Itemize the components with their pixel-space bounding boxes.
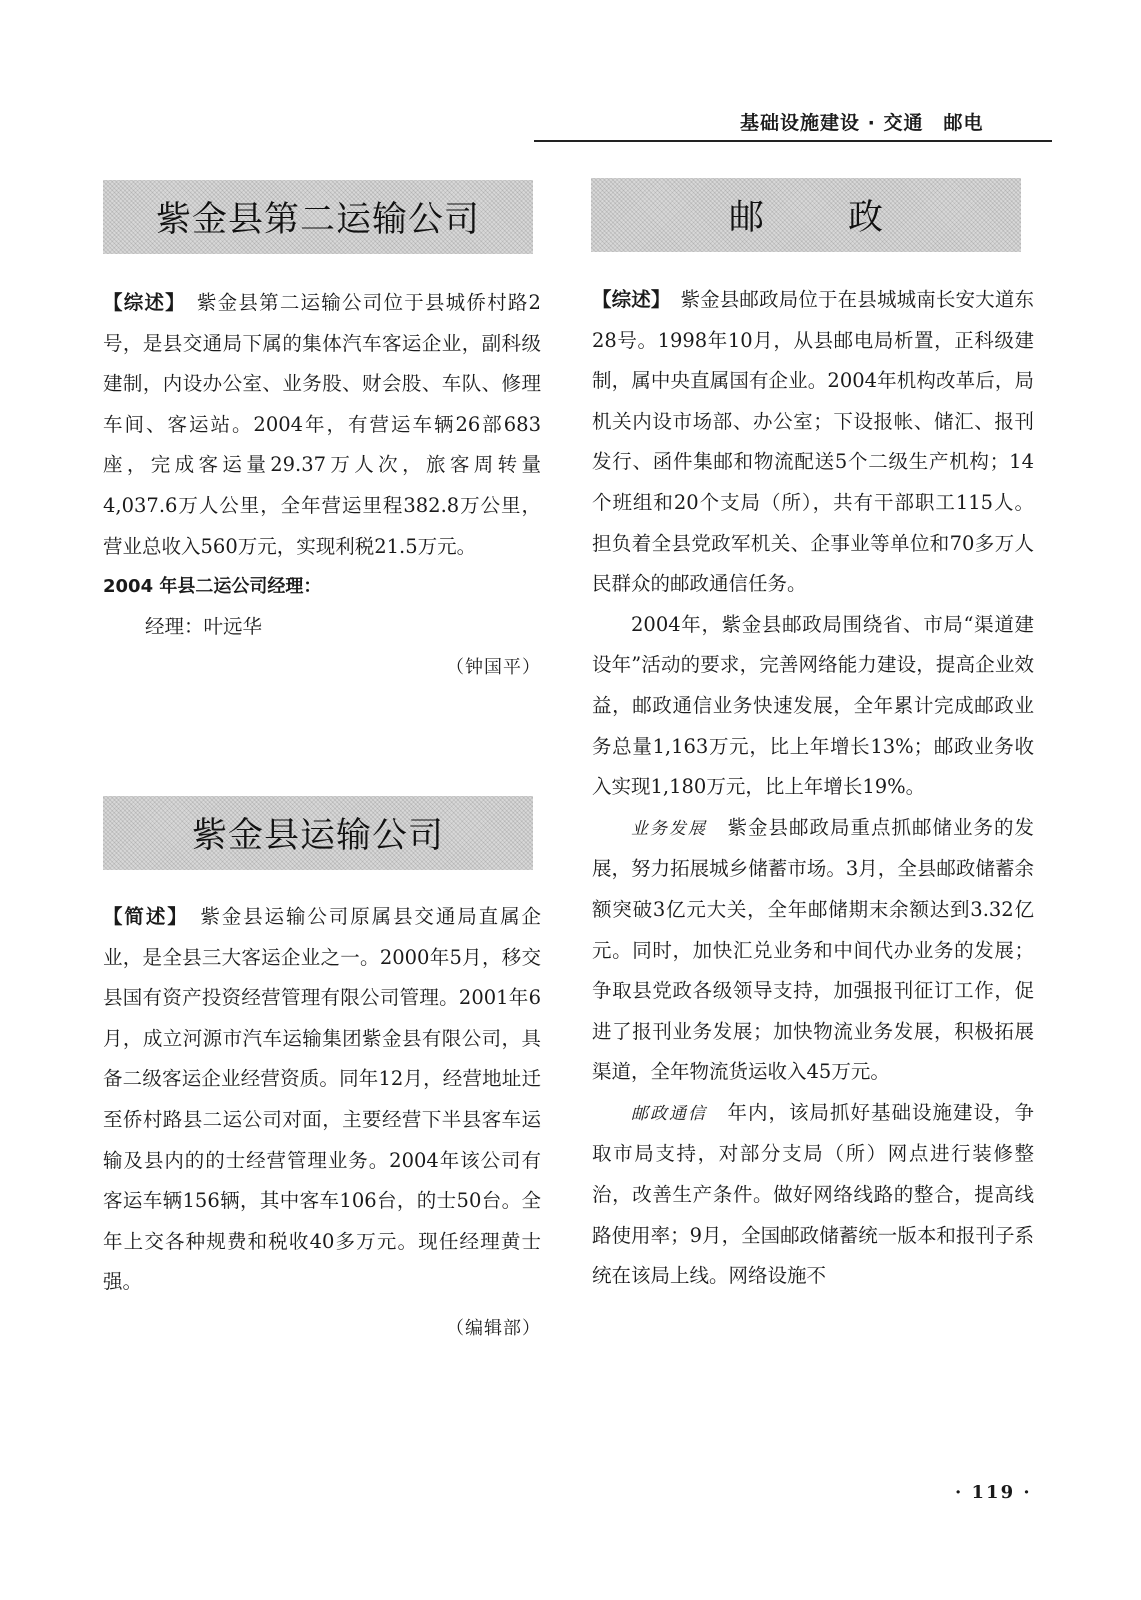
section-banner-transport (103, 796, 533, 870)
article-postal (592, 280, 1034, 1297)
overview-text: 紫金县第二运输公司位于县城侨村路2号，是县交通局下属的集体汽车客运企业，副科级建制，内设办公室、业务股、财会股、车队、修理车间、客运站。2004年，有营运车辆26部683座，完成客运量29.37万人次，旅客周转量4,037.6万人公里，全年营运里程382.8万公里，营业总收入560万元，实现利税21.5万元。 (103, 291, 541, 558)
section-banner-second-transport (103, 180, 533, 254)
staff-line: 经理：叶远华 (145, 615, 263, 639)
section-title: 紫金县第二运输公司 (155, 200, 480, 240)
overview-tag: 【综述】 (592, 288, 661, 311)
communication-subheading: 邮政通信 (631, 1103, 707, 1124)
staff-heading: 2004 年县二运公司经理： (103, 576, 322, 598)
brief-text: 紫金县运输公司原属县交通局直属企业，是全县三大客运企业之一。2000年5月，移交县国有资产投资经营管理有限公司管理。2001年6月，成立河源市汽车运输集团紫金县有限公司，具备二级客运企业经营资质。同年12月，经营地址迁至侨村路县二运公司对面，主要经营下半县客车运输及县内的的士经营管理业务。2004年该公司有客运车辆156辆，其中客车106台，的士50台。全年上交各种规费和税收40多万元。现任经理黄士强。 (103, 905, 541, 1294)
header-rule (534, 140, 1052, 142)
overview-paragraph (592, 280, 1034, 605)
running-header: 基础设施建设 · 交通 邮电 (740, 112, 984, 134)
overview-paragraph (103, 283, 541, 567)
brief-tag: 【简述】 (103, 905, 179, 928)
business-paragraph (592, 808, 1034, 1093)
overview-tag: 【综述】 (103, 291, 177, 314)
brief-paragraph (103, 897, 541, 1303)
byline: （钟国平） (446, 656, 541, 678)
page-number: · 119 · (955, 1482, 1032, 1503)
performance-paragraph: 2004年，紫金县邮政局围绕省、市局“渠道建设年”活动的要求，完善网络能力建设，提高企业效益，邮政通信业务快速发展，全年累计完成邮政业务总量1,163万元，比上年增长13%；邮政业务收入实现1,180万元，比上年增长19%。 (592, 612, 1034, 799)
business-text: 紫金县邮政局重点抓邮储业务的发展，努力拓展城乡储蓄市场。3月，全县邮政储蓄余额突破3亿元大关，全年邮储期末余额达到3.32亿元。同时，加快汇兑业务和中间代办业务的发展；争取县党政各级领导支持，加强报刊征订工作，促进了报刊业务发展；加快物流业务发展，积极拓展渠道，全年物流货运收入45万元。 (592, 815, 1034, 1084)
communication-text: 年内，该局抓好基础设施建设，争取市局支持，对部分支局（所）网点进行装修整治，改善生产条件。做好网络线路的整合，提高线路使用率；9月，全国邮政储蓄统一版本和报刊子系统在该局上线。网络设施不 (592, 1100, 1034, 1288)
overview-text: 紫金县邮政局位于在县城城南长安大道东28号。1998年10月，从县邮电局析置，正科级建制，属中央直属国有企业。2004年机构改革后，局机关内设市场部、办公室；下设报帐、储汇、报刊发行、函件集邮和物流配送5个二级生产机构；14个班组和20个支局（所），共有干部职工115人。担负着全县党政军机关、企事业等单位和70多万人民群众的邮政通信任务。 (592, 288, 1034, 596)
business-subheading: 业务发展 (631, 818, 707, 839)
section-title: 紫金县运输公司 (191, 816, 444, 856)
byline: （编辑部） (446, 1317, 541, 1339)
article-second-transport (103, 283, 541, 688)
section-title: 邮政 (728, 198, 967, 238)
communication-paragraph (592, 1093, 1034, 1297)
article-transport (103, 897, 541, 1349)
section-banner-postal (591, 178, 1021, 252)
